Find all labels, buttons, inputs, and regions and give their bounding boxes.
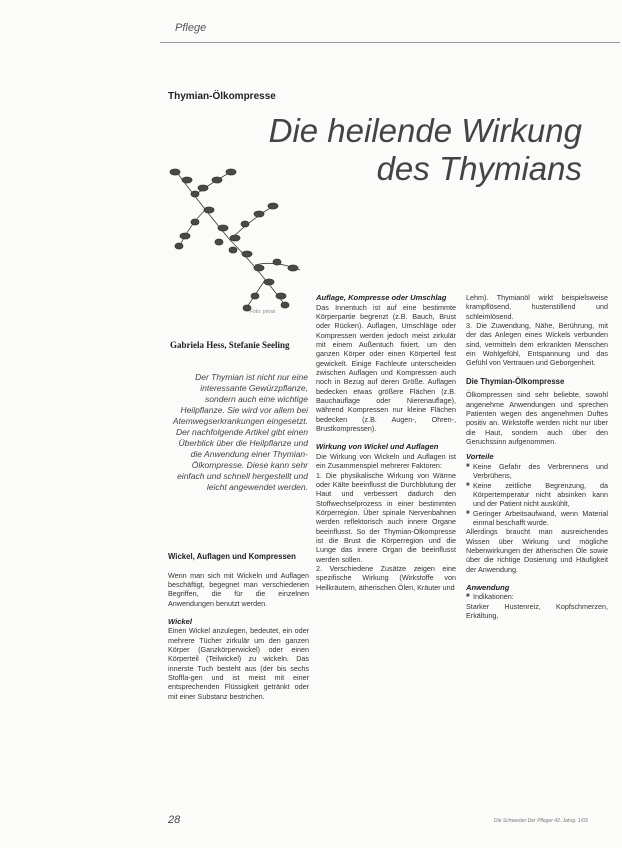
heading-wirkung: Wirkung von Wickel und Auflagen	[316, 442, 439, 452]
paragraph: 1. Die physikalische Wirkung von Wärme oder Kälte beeinflusst die Durchblutung der Haut und verbessert dadurch den Stoffwechselprozess in einer bestimmten Körperregion. Über spinale Nervenbahnen werden reflektorisch auch innere Organe beeinflusst. So der Thymian-Ölkompresse ist die Brust die Körperregion und die Lunge das innere Organ die beeinflusst werden sollen.	[316, 470, 456, 564]
title-line-1: Die heilende Wirkung	[268, 112, 582, 149]
heading-vorteile: Vorteile	[466, 452, 494, 462]
heading-auflage: Auflage, Kompresse oder Umschlag	[316, 293, 447, 302]
bullet-square-icon: ■	[466, 509, 470, 516]
paragraph: Lehm). Thymianöl wirkt beispielsweise krampflösend, hustenstillend und schleimlösend.	[466, 293, 608, 321]
list-item: ■ Keine zeitliche Begrenzung, da Körpertemperatur nicht absinken kann und der Patient nicht auskühlt,	[466, 480, 608, 509]
heading-wickel: Wickel	[168, 616, 192, 626]
paragraph: Allerdings braucht man ausreichendes Wissen über Wirkung und mögliche Nebenwirkungen der ätherischen Öle sowie über die richtige Dosierung und Häufigkeit der Anwendung.	[466, 527, 608, 574]
column-left	[168, 552, 309, 701]
column-middle	[316, 293, 456, 592]
heading-wickel-auflagen: Wickel, Auflagen und Kompressen	[168, 552, 296, 561]
paragraph: Die Wirkung von Wickeln und Auflagen ist ein Zusammenspiel mehrerer Faktoren:	[316, 451, 456, 471]
heading-thymian-oelkompresse: Die Thymian-Ölkompresse	[466, 376, 565, 386]
paragraph: Einen Wickel anzulegen, bedeutet, ein oder mehrere Tücher zirkulär um den ganzen Körper (Ganzkörperwickel) oder einen Körperteil (Teilwickel) zu wickeln. Das innerste Tuch besteht aus (der bis sechs Stoffla-gen und ist meist mit einer entsprechenden Flüssigkeit getränkt oder mit einer Substanz bestrichen.	[168, 626, 309, 701]
title-line-2: des Thymians	[376, 150, 582, 187]
paragraph: 2. Verschiedene Zusätze zeigen eine spezifische Wirkung (Wirkstoffe von Heilkräutern, ätherischen Ölen, Kräuter und	[316, 563, 456, 592]
page-number: 28	[168, 814, 181, 826]
thyme-plant-photo	[135, 150, 325, 320]
bullet-square-icon: ■	[466, 462, 470, 469]
paragraph: Starker Hustenreiz, Kopfschmerzen, Erkältung,	[466, 601, 608, 621]
journal-footer: Die Schwester Der Pfleger 42. Jahrg. 1/03	[494, 818, 588, 824]
column-right	[466, 293, 608, 620]
section-label: Pflege	[175, 22, 207, 34]
photo-credit: Foto: privat	[250, 309, 276, 315]
header-rule	[160, 42, 620, 43]
bullet-square-icon: ■	[466, 593, 470, 600]
bullet-square-icon: ■	[466, 481, 470, 488]
paragraph: Ölkompressen sind sehr beliebte, sowohl angenehme Anwendungen und sprechen Patienten wegen des angenehmen Duftes positiv an. Wirkstoffe werden nicht nur über die Haut, sondern auch über den Geruchssinn aufgenommen.	[466, 390, 608, 446]
paragraph: Wenn man sich mit Wickeln und Auflagen beschäftigt, begegnet man verschiedenen Begriffen, die für die einzelnen Anwendungen benutzt werden.	[168, 570, 309, 608]
paragraph: 3. Die Zuwendung, Nähe, Berührung, mit der das Anlegen eines Wickels verbunden sind, vermitteln dem erkrankten Menschen ein Wohlgefühl, Entspannung und das Gefühl von Vertrauen und Geborgenheit.	[466, 321, 608, 368]
article-kicker: Thymian-Ölkompresse	[168, 91, 276, 102]
intro-paragraph: Der Thymian ist nicht nur eine interessante Gewürzpflanze, sondern auch eine wichtige Heilpflanze. Sie wird vor allem bei Atemwegserkrankungen eingesetzt. Der nachfolgende Artikel gibt einen Überblick über die Heilpflanze und die Anwendung einer Thymian-Ölkompresse. Diese kann sehr einfach und schnell hergestellt und leicht angewendet werden.	[172, 372, 308, 492]
list-item: ■ Geringer Arbeitsaufwand, wenn Material einmal beschafft wurde.	[466, 508, 608, 527]
heading-anwendung: Anwendung	[466, 582, 510, 592]
paragraph: Das Innentuch ist auf eine bestimmte Körperpartie begrenzt (z.B. Bauch, Brust oder Rücken). Auflagen, Umschläge oder Kompressen werden jedoch meist zirkulär mit einem Außentuch fixiert, um den ganzen Körper oder einen Körperteil fest gewickelt. Einige Fachleute unterscheiden zwischen Auflagen und Kompressen auch noch in Bezug auf deren Größe. Auflagen bedecken etwas größere Flächen (z.B. Bauchauflage oder Nierenauflage), während Kompressen nur kleine Flächen bedecken (z.B. Augen-, Ohren-, Brustkompressen).	[316, 302, 456, 433]
authors: Gabriela Hess, Stefanie Seeling	[170, 340, 290, 350]
list-item: ■ Keine Gefahr des Verbrennens und Verbrühens,	[466, 461, 608, 481]
list-item: ■ Indikationen:	[466, 592, 514, 602]
